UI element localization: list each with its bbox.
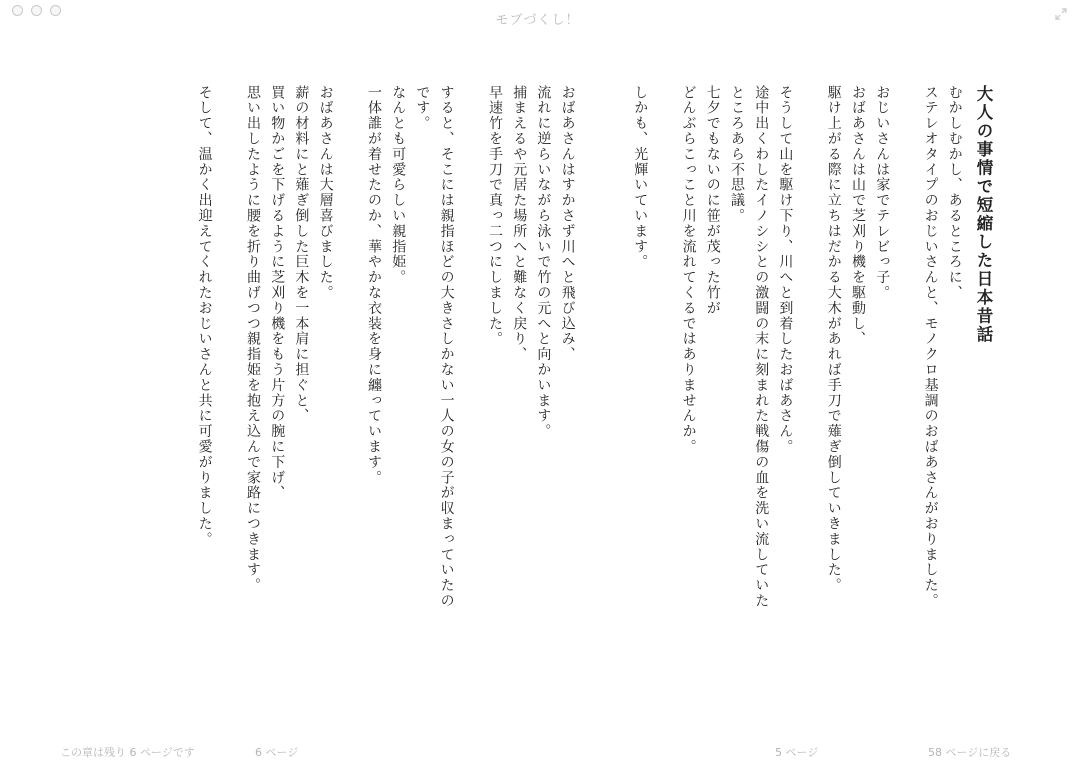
left-page-number: 6 ページ bbox=[255, 746, 299, 759]
text-line: すると、そこには親指ほどの大きさしかない一人の女の子が収まっていたのです。 bbox=[414, 85, 455, 609]
blank-line bbox=[604, 85, 628, 615]
window-title: モブづくし！ bbox=[495, 13, 580, 28]
text-line: おばあさんは山で芝刈り機を駆動し、 bbox=[850, 85, 866, 347]
back-to-page-link[interactable]: 58 ページに戻る bbox=[928, 746, 1012, 759]
chapter-remaining-text: この章は残り 6 ページです bbox=[60, 746, 195, 759]
right-page-number: 5 ページ bbox=[775, 746, 819, 759]
text-line: なんとも可愛らしい親指姫。 bbox=[390, 85, 407, 286]
fullscreen-icon[interactable] bbox=[1053, 6, 1069, 22]
blank-line bbox=[217, 85, 241, 615]
text-line: 薪の材料にと薙ぎ倒した巨木を一本肩に担ぐと、 bbox=[293, 85, 310, 424]
text-line: 思い出したように腰を折り曲げつつ親指姫を抱え込んで家路につきます。 bbox=[245, 85, 262, 594]
text-line: むかしむかし、あるところに、 bbox=[946, 85, 963, 301]
text-line: 早速竹を手刀で真っ二つにしました。 bbox=[487, 85, 504, 347]
text-line: しかも、光輝いています。 bbox=[632, 85, 649, 270]
text-line: おばあさんは大層喜びました。 bbox=[317, 85, 334, 301]
text-line: ステレオタイプのおじいさんと、モノクロ基調のおばあさんがおりました。 bbox=[922, 85, 939, 609]
text-line: 七夕でもないのに笹が茂った竹が bbox=[704, 85, 721, 316]
chapter-heading: 大人の事情で短縮した日本昔話 bbox=[974, 85, 993, 344]
text-line: 買い物かごを下げるように芝刈り機をもう片方の腕に下げ、 bbox=[269, 85, 286, 501]
text-line: 一体誰が着せたのか、華やかな衣装を身に纏っています。 bbox=[366, 85, 383, 486]
text-line: どんぶらこっこと川を流れてくるではありませんか。 bbox=[680, 85, 697, 455]
blank-line bbox=[459, 85, 483, 615]
text-line: 流れに逆らいながら泳いで竹の元へと向かいます。 bbox=[535, 85, 552, 440]
text-line: おじいさんは家でテレビっ子。 bbox=[874, 85, 891, 301]
book-text-area bbox=[90, 85, 995, 615]
blank-line bbox=[338, 85, 362, 615]
blank-line bbox=[652, 85, 676, 615]
blank-line bbox=[580, 85, 604, 615]
blank-line bbox=[894, 85, 918, 615]
text-line: 駆け上がる際に立ちはだかる大木があれば手刀で薙ぎ倒していきました。 bbox=[825, 85, 842, 594]
text-line: そして、温かく出迎えてくれたおじいさんと共に可愛がりました。 bbox=[196, 85, 213, 547]
text-line: 捕まえるや元居た場所へと難なく戻り、 bbox=[511, 85, 528, 363]
text-line: 途中出くわしたイノシシとの激闘の末に刻まれた戦傷の血を洗い流していたところあら不思議。 bbox=[729, 85, 770, 609]
text-line: おばあさんはすかさず川へと飛び込み、 bbox=[559, 85, 576, 363]
text-line: そうして山を駆け下り、川へと到着したおばあさん。 bbox=[777, 85, 794, 455]
blank-line bbox=[797, 85, 821, 615]
